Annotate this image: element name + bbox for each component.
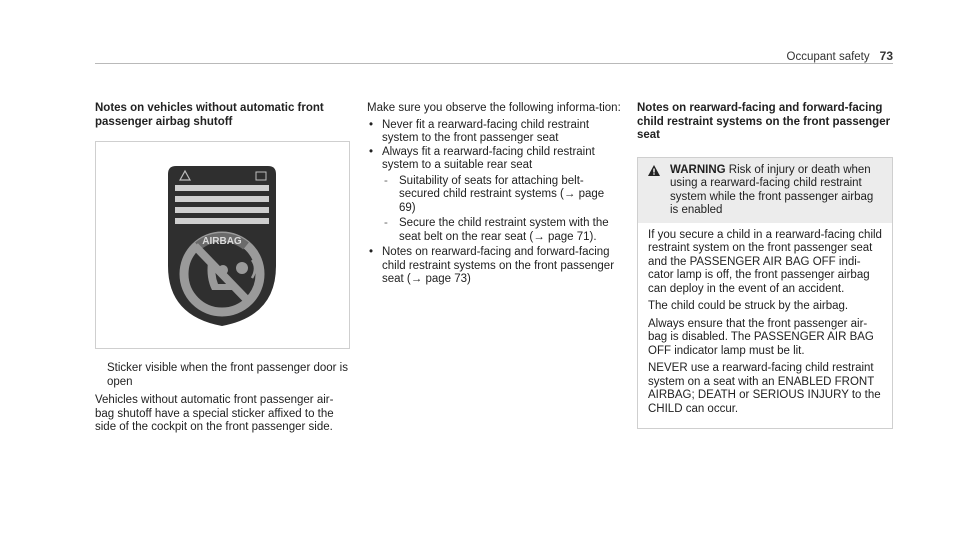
warning-paragraph: NEVER use a rearward-facing child restraint system on a seat with an ENABLED FRONT AIRBAG; DEATH or SERIOUS INJURY to the CHILD can occur. bbox=[648, 362, 881, 415]
warning-title: Risk of injury or death when using a rearward-facing child restraint system while the front passenger airbag is enabled bbox=[670, 163, 874, 216]
sub-list bbox=[382, 175, 622, 245]
column-middle bbox=[367, 102, 622, 287]
airbag-sticker-icon bbox=[168, 166, 276, 328]
column-left bbox=[95, 102, 350, 435]
warning-body bbox=[638, 223, 892, 429]
warning-paragraph: The child could be struck by the airbag. bbox=[648, 300, 849, 312]
warning-header bbox=[638, 158, 892, 223]
warning-paragraph: Always ensure that the front passenger air-bag is disabled. The PASSENGER AIR BAG OFF indicator lamp must be lit. bbox=[648, 317, 874, 357]
airbag-shutoff-heading: Notes on vehicles without automatic front passenger airbag shutoff bbox=[95, 102, 324, 128]
child-restraint-heading: Notes on rearward-facing and forward-facing child restraint systems on the front passenger seat bbox=[637, 102, 891, 141]
bullet-text: Always fit a rearward-facing child restraint system to a suitable rear seat bbox=[382, 145, 595, 171]
sub-list-item bbox=[382, 217, 622, 244]
column-right bbox=[637, 102, 893, 429]
warning-label: WARNING bbox=[670, 163, 726, 176]
sub-list-item bbox=[382, 175, 622, 216]
warning-triangle-icon bbox=[648, 165, 660, 176]
bullet-text: Notes on rearward-facing and forward-facing child restraint systems on the front passenger seat (→ page 73) bbox=[382, 246, 615, 285]
sticker-label: AIRBAG bbox=[202, 236, 242, 247]
section-title: Occupant safety bbox=[786, 51, 870, 63]
bullet-text: Never fit a rearward-facing child restraint system to the front passenger seat bbox=[382, 118, 590, 144]
list-item bbox=[367, 146, 622, 245]
page-number: 73 bbox=[879, 49, 893, 63]
warning-paragraph: If you secure a child in a rearward-facing child restraint system on the front passenger seat and the PASSENGER AIR BAG OFF indi-cator lamp is off, the front passenger airbag can deploy in the event of an accident. bbox=[648, 228, 882, 295]
warning-box bbox=[637, 157, 893, 430]
header-divider bbox=[95, 63, 893, 64]
sticker-figure bbox=[95, 141, 350, 349]
page-header bbox=[783, 49, 893, 63]
sub-item-text: Suitability of seats for attaching belt-secured child restraint systems (→ page 69) bbox=[399, 174, 605, 214]
bullet-list bbox=[367, 119, 622, 287]
sticker-paragraph: Vehicles without automatic front passenger air-bag shutoff have a special sticker affixed to the side of the cockpit on the front passenger side. bbox=[95, 394, 334, 433]
list-item bbox=[367, 119, 622, 146]
list-item bbox=[367, 246, 622, 287]
intro-text: Make sure you observe the following informa-tion: bbox=[367, 102, 621, 114]
figure-caption: Sticker visible when the front passenger door is open bbox=[107, 362, 348, 388]
sub-item-text: Secure the child restraint system with the seat belt on the rear seat (→ page 71). bbox=[399, 217, 609, 243]
